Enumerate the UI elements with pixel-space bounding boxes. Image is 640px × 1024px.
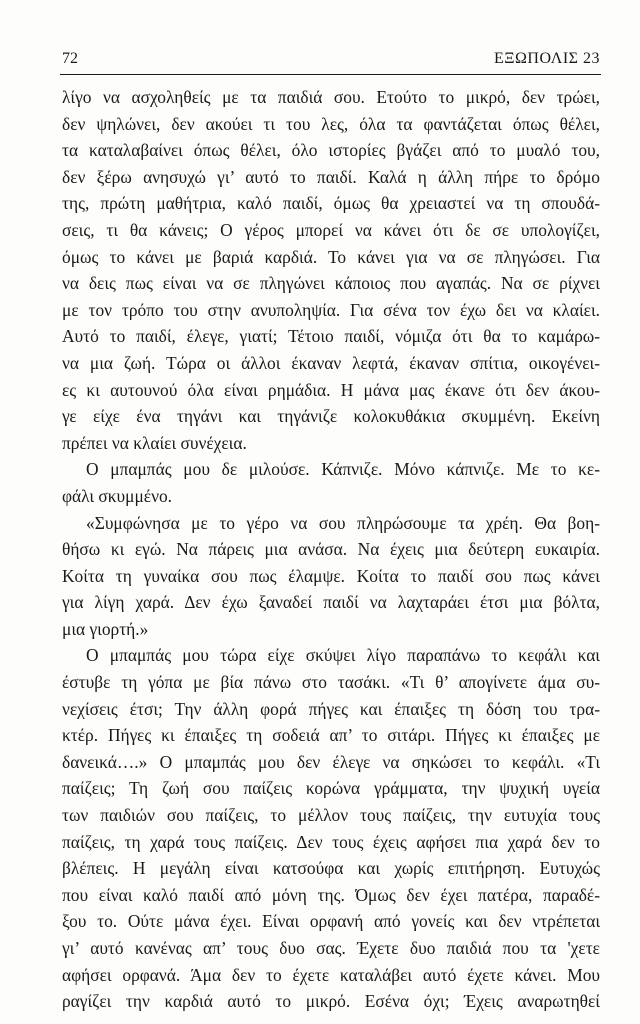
text-line: Ο μπαμπάς μου δε μιλούσε. Κάπνιζε. Μόνο κάπνιζε. Με το κε- [86,459,600,480]
text-line: γε είχε ένα τηγάνι και τηγάνιζε κολοκυθάκια σκυμμένη. Εκείνη [62,406,600,427]
text-line: δεν ξέρω ανησυχώ γι’ αυτό το παιδί. Καλά η άλλη πήρε το δρόμο [62,166,600,187]
header-rule [60,74,601,75]
text-line: σεις, τι θα κάνεις; Ο γέρος μπορεί να κάνει ότι δε σε υπολογίζει, [62,219,600,240]
text-line: παίζεις, τη χαρά τους παίζεις. Δεν τους έχεις αφήσει πια χαρά δεν το [62,831,600,852]
text-line: βλέπεις. Η μεγάλη είναι κατσούφα και χωρίς επιτήρηση. Ευτυχώς [62,858,600,879]
text-line: ραγίζει την καρδιά αυτό το μικρό. Εσένα όχι; Έχεις αναρωτηθεί [62,991,600,1012]
text-line: Κοίτα τη γυναίκα σου πως έλαμψε. Κοίτα το παιδί σου πως κάνει [62,565,600,586]
text-line: φάλι σκυμμένο. [62,485,172,506]
text-line: γι’ αυτό κανένας απ’ τους δυο σας. Έχετε δυο παιδιά που τα 'χετε [62,938,600,958]
text-line: έστυβε τη γόπα με βία πάνω στο τασάκι. «Τι θ’ απογίνετε άμα συ- [62,672,600,693]
text-line: «Συμφώνησα με το γέρο να σου πληρώσουμε τα χρέη. Θα βοη- [86,512,600,533]
page-number: 72 [62,50,78,67]
text-line: που είναι καλό παιδί από μόνη της. Όμως δεν έχει πατέρα, παραδέ- [62,884,600,905]
text-line: δεν ψηλώνει, δεν ακούει τι του λες, όλα τα φαντάζεται όπως θέλει, [62,113,600,134]
text-line: Αυτό το παιδί, έλεγε, γιατί; Τέτοιο παιδί, νόμιζα ότι θα το καμάρω- [62,326,600,347]
text-line: παίζεις; Τη ζωή σου παίζεις κορώνα γράμματα, την ψυχική υγεία [62,778,600,799]
text-line: με τον τρόπο του στην ανυποληψία. Για σένα τον έχω δει να κλαίει. [62,299,600,320]
text-line: δανεικά….» Ο μπαμπάς μου δεν έλεγε να σηκώσει το κεφάλι. «Τι [62,751,600,772]
text-line: πρέπει να κλαίει συνέχεια. [62,432,247,453]
text-line: να δεις πως είναι να σε πληγώνει κάποιος που αγαπάς. Να σε ρίχνει [62,273,600,294]
running-title: ΕΞΩΠΟΛΙΣ 23 [493,50,600,67]
text-line: Ο μπαμπάς μου τώρα είχε σκύψει λίγο παραπάνω το κεφάλι και [86,645,600,666]
text-line: νεχίσεις έτσι; Την άλλη φορά πήγες και έπαιξες τη δόση του τρα- [62,698,600,719]
text-line: όμως το κάνει με βαριά καρδιά. Το κάνει για να σε πληγώσει. Για [62,246,600,267]
text-line: για λίγη χαρά. Δεν έχω ξαναδεί παιδί να λαχταράει έτσι μια βόλτα, [62,592,600,613]
text-line: της, πρώτη μαθήτρια, καλό παιδί, όμως θα χρειαστεί να τη σπουδά- [62,193,600,214]
text-line: των παιδιών σου παίζεις, το μέλλον τους παίζεις, την ευτυχία τους [62,805,600,826]
text-line: αφήσει ορφανά. Άμα δεν το έχετε καταλάβει αυτό έχετε κάνει. Μου [62,964,600,985]
text-line: να μια ζωή. Τώρα οι άλλοι έκαναν λεφτά, έκαναν σπίτια, οικογένει- [62,352,600,373]
text-line: τα καταλαβαίνει όπως θέλει, όλο ιστορίες βγάζει από το μυαλό του, [62,140,600,161]
text-line: ες κι αυτουνού όλα είναι ρημάδια. Η μάνα μας έκανε ότι δεν άκου- [62,379,600,400]
text-line: λίγο να ασχοληθείς με τα παιδιά σου. Ετούτο το μικρό, δεν τρώει, [62,87,600,107]
text-line: θήσω κι εγώ. Να πάρεις μια ανάσα. Να έχεις μια δεύτερη ευκαιρία. [62,539,600,560]
page-header [60,46,600,72]
text-line: κτέρ. Πήγες κι έπαιξες τη σοδειά απ’ το σιτάρι. Πήγες κι έπαιξες με [62,725,600,746]
body-text [62,84,600,1015]
text-line: ξου το. Ούτε μάνα έχει. Είναι ορφανή από γονείς και δεν ντρέπεται [62,911,600,932]
text-line: μια γιορτή.» [62,618,149,639]
